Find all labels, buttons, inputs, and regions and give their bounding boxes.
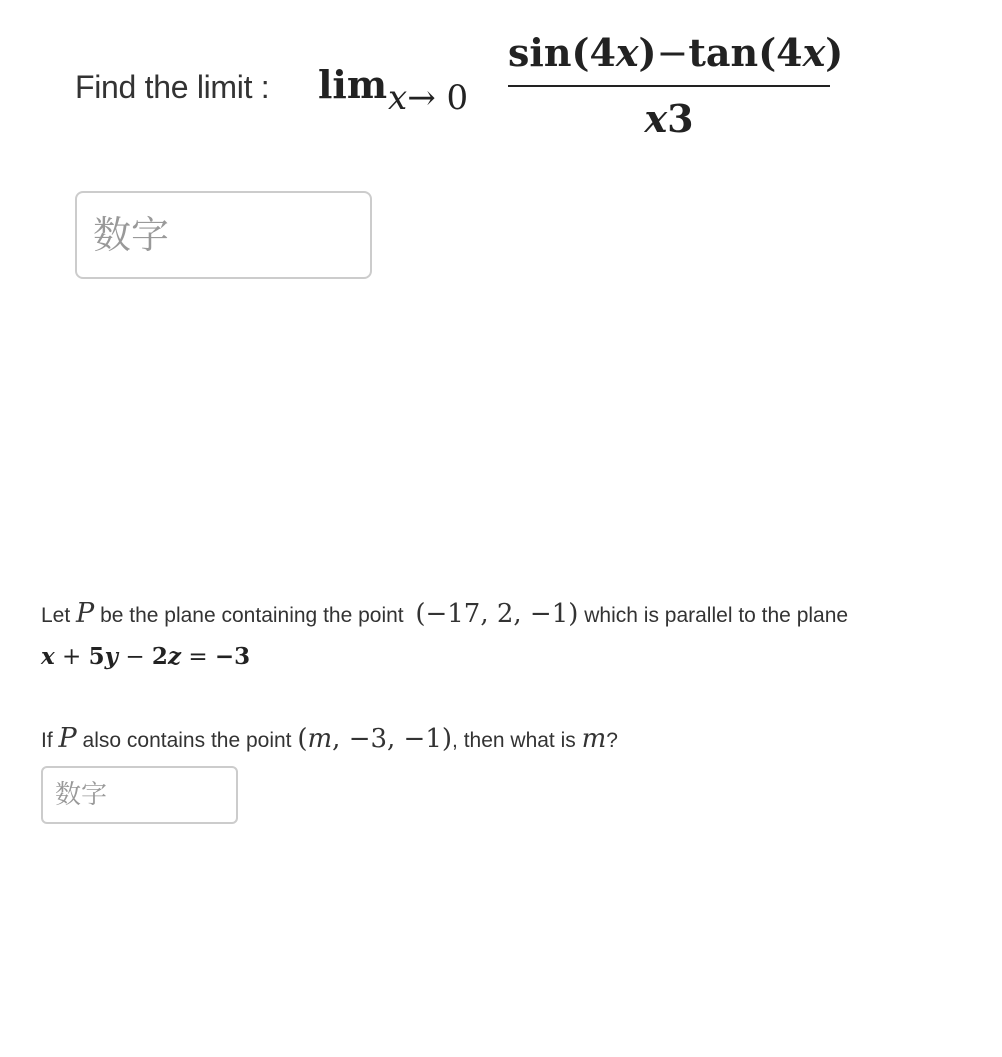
lim-subscript-var: x [388, 78, 408, 118]
limit-fraction [508, 30, 844, 150]
fraction-numerator: sin(4x)−tan(4x) [508, 30, 844, 75]
lim-operator: lim [318, 62, 388, 107]
lim-subscript [388, 78, 468, 118]
plane-equation: x + 5y − 2z = −3 [41, 643, 251, 670]
limit-prompt: Find the limit : [75, 69, 270, 105]
math-var-m: m [581, 724, 607, 754]
plane-question-line-3: If P also contains the point (m, −3, −1), then what is m? [41, 723, 618, 754]
math-point-1: (−17, 2, −1) [415, 599, 579, 629]
fraction-bar [508, 85, 830, 87]
math-var-P-2: P [58, 723, 77, 754]
math-var-P: P [76, 598, 95, 629]
m-answer-input[interactable] [41, 766, 238, 824]
lim-subscript-target: 0 [446, 78, 469, 118]
fraction-denominator: x3 [644, 96, 694, 141]
lim-subscript-arrow: → [407, 78, 436, 118]
limit-answer-input[interactable] [75, 191, 372, 279]
math-point-2: (m, −3, −1) [297, 724, 453, 754]
plane-question-line-1: Let P be the plane containing the point (−17, 2, −1) which is parallel to the plane [41, 598, 849, 629]
